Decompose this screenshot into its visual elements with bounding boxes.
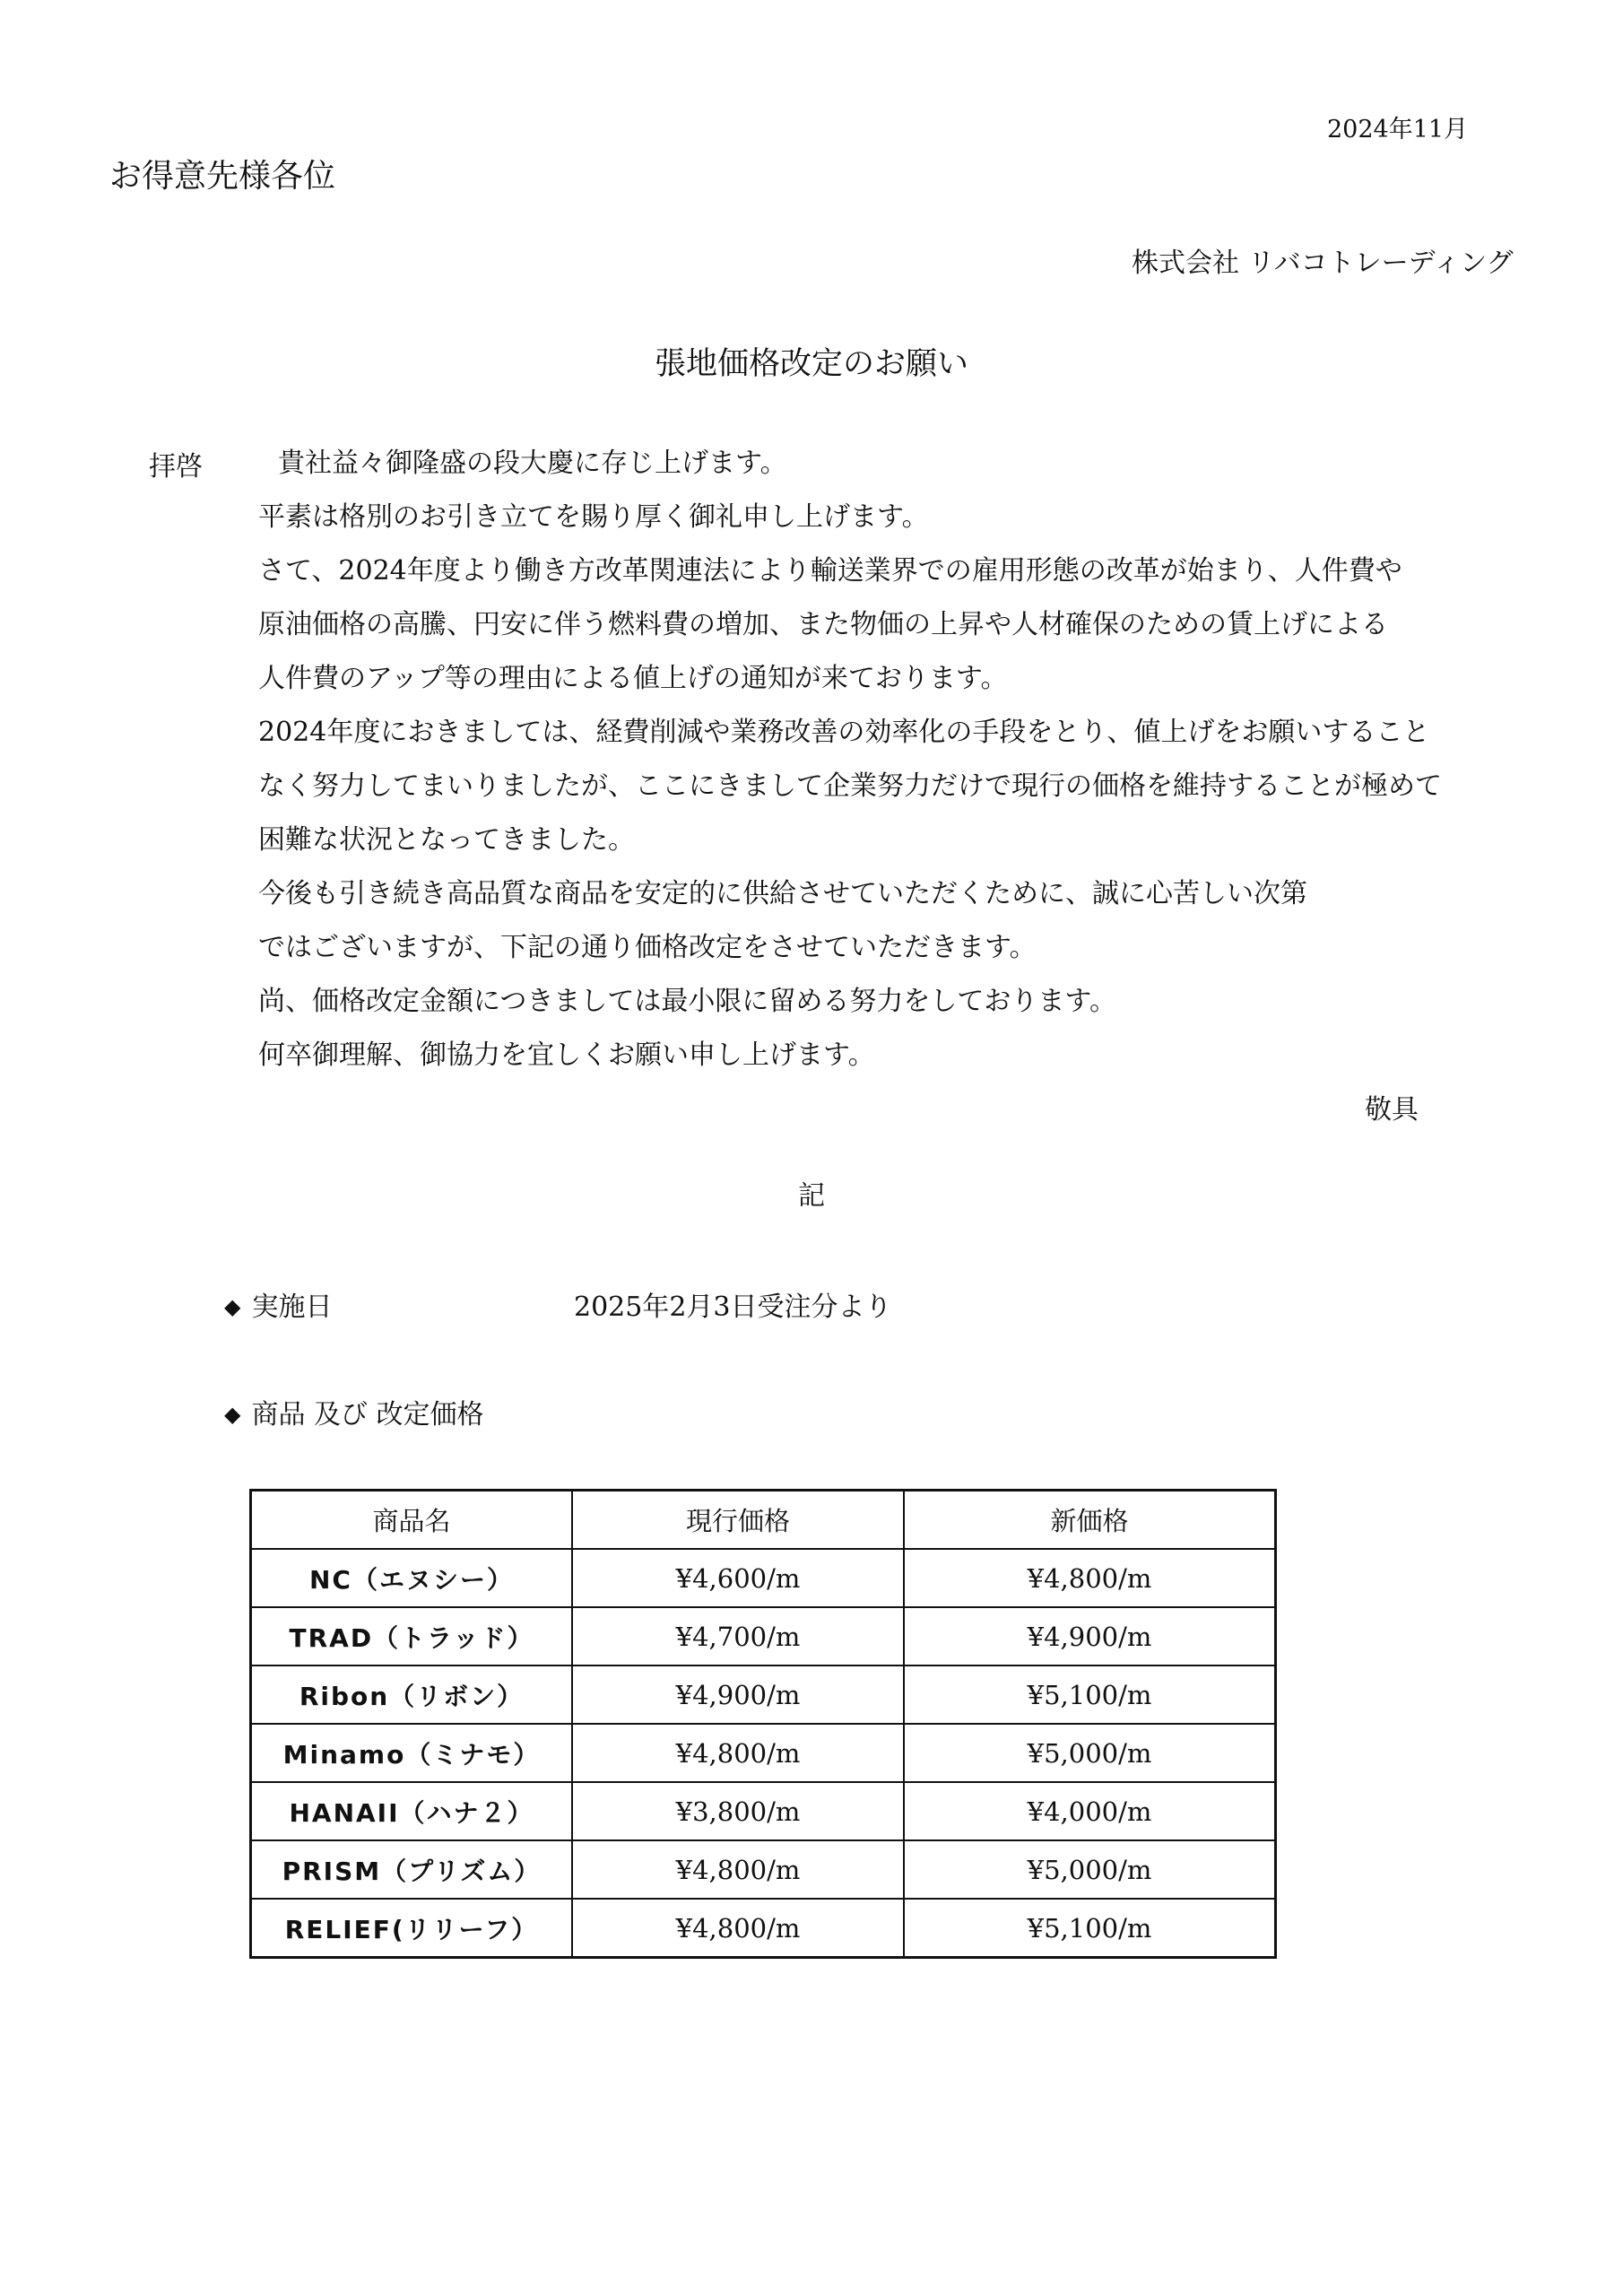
table-row [251, 1782, 1276, 1840]
product-name: NC（エヌシー） [251, 1549, 573, 1607]
closing: 敬具 [1365, 1094, 1419, 1126]
product-name: Ribon（リボン） [251, 1665, 573, 1724]
header-current-price: 現行価格 [572, 1491, 904, 1550]
price-table [249, 1489, 1277, 1959]
body-line: 何卒御理解、御協力を宜しくお願い申し上げます。 [258, 1039, 875, 1071]
table-row [251, 1665, 1276, 1724]
document-title: 張地価格改定のお願い [654, 346, 968, 382]
body-line: さて、2024年度より働き方改革関連法により輸送業界での雇用形態の改革が始まり、人件費や [258, 555, 1402, 587]
products-label: 商品 及び 改定価格 [251, 1399, 484, 1431]
current-price: ¥4,800/m [572, 1840, 904, 1899]
body-line: 今後も引き続き高品質な商品を安定的に供給させていただくために、誠に心苦しい次第 [258, 878, 1307, 909]
body-line: 困難な状況となってきました。 [258, 824, 635, 856]
current-price: ¥4,800/m [572, 1899, 904, 1958]
product-name: PRISM（プリズム） [251, 1840, 573, 1899]
product-name: RELIEF(リリーフ） [251, 1899, 573, 1958]
product-name: TRAD（トラッド） [251, 1607, 573, 1665]
body-line: なく努力してまいりましたが、ここにきまして企業努力だけで現行の価格を維持することが極めて [258, 770, 1442, 802]
body-line: 人件費のアップ等の理由による値上げの通知が来ております。 [258, 663, 1008, 694]
table-row [251, 1607, 1276, 1665]
ki-heading: 記 [798, 1180, 825, 1212]
document-date: 2024年11月 [1327, 116, 1469, 144]
header-product-name: 商品名 [251, 1491, 573, 1550]
implementation-date-value: 2025年2月3日受注分より [574, 1292, 892, 1323]
new-price: ¥4,800/m [904, 1549, 1276, 1607]
diamond-bullet-icon: ◆ [224, 1402, 241, 1427]
diamond-bullet-icon: ◆ [224, 1294, 241, 1319]
table-row [251, 1724, 1276, 1782]
products-heading [224, 1392, 484, 1431]
body-line: 貴社益々御隆盛の段大慶に存じ上げます。 [278, 448, 787, 479]
new-price: ¥5,100/m [904, 1899, 1276, 1958]
product-name: HANAII（ハナ２） [251, 1782, 573, 1840]
product-name: Minamo（ミナモ） [251, 1724, 573, 1782]
body-line: 平素は格別のお引き立てを賜り厚く御礼申し上げます。 [258, 501, 929, 533]
table-row [251, 1899, 1276, 1958]
new-price: ¥5,100/m [904, 1665, 1276, 1724]
salutation: 拝啓 [149, 451, 203, 483]
table-row [251, 1549, 1276, 1607]
current-price: ¥4,700/m [572, 1607, 904, 1665]
body-line: ではございますが、下記の通り価格改定をさせていただきます。 [258, 932, 1037, 963]
current-price: ¥3,800/m [572, 1782, 904, 1840]
implementation-label: 実施日 [251, 1292, 333, 1323]
body-line: 2024年度におきましては、経費削減や業務改善の効率化の手段をとり、値上げをお願いすること [258, 717, 1430, 748]
implementation-date-label [224, 1284, 332, 1324]
addressee: お得意先様各位 [109, 158, 336, 195]
new-price: ¥4,000/m [904, 1782, 1276, 1840]
new-price: ¥5,000/m [904, 1724, 1276, 1782]
new-price: ¥5,000/m [904, 1840, 1276, 1899]
table-header-row [251, 1491, 1276, 1550]
body-line: 尚、価格改定金額につきましては最小限に留める努力をしております。 [258, 986, 1116, 1017]
header-new-price: 新価格 [904, 1491, 1276, 1550]
current-price: ¥4,600/m [572, 1549, 904, 1607]
current-price: ¥4,900/m [572, 1665, 904, 1724]
current-price: ¥4,800/m [572, 1724, 904, 1782]
body-line: 原油価格の高騰、円安に伴う燃料費の増加、また物価の上昇や人材確保のための賃上げによる [258, 609, 1388, 640]
letter-body [258, 444, 1442, 1090]
table-row [251, 1840, 1276, 1899]
new-price: ¥4,900/m [904, 1607, 1276, 1665]
sender-company: 株式会社 リバコトレーディング [1132, 248, 1514, 279]
